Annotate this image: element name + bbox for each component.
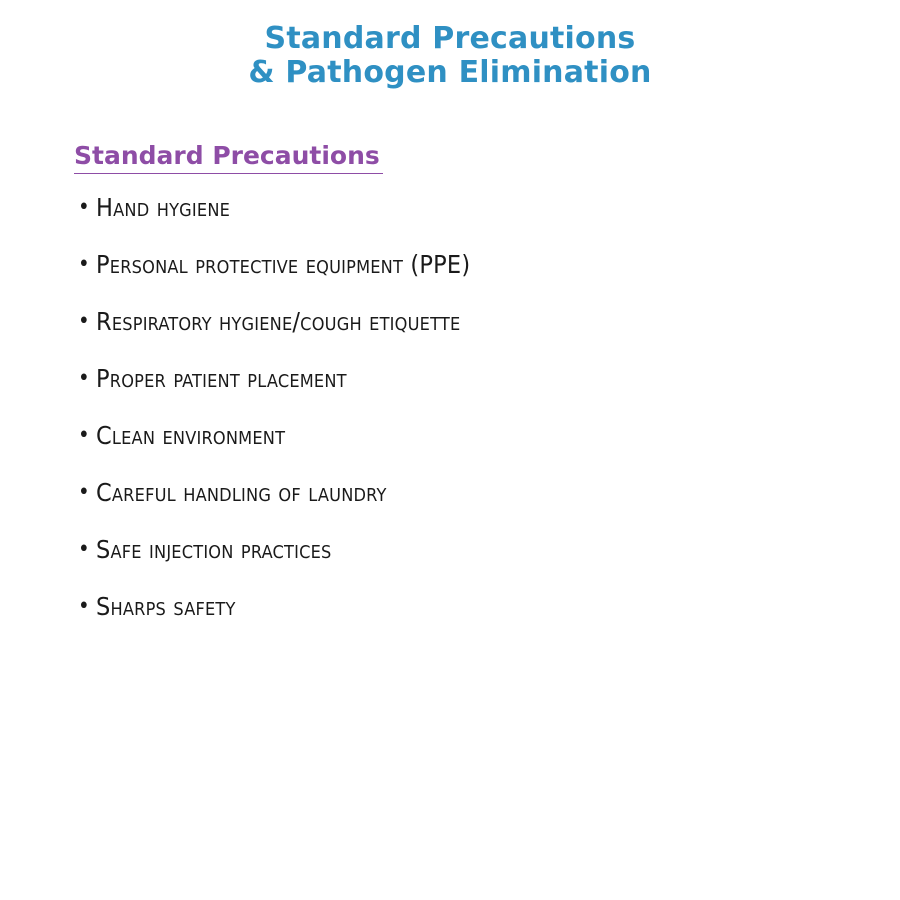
list-item-label: Hand hygiene — [96, 193, 231, 222]
list-item — [78, 190, 470, 247]
list-item — [78, 418, 470, 475]
title-line-2: & Pathogen Elimination — [248, 55, 652, 90]
list-item-label: Careful handling of laundry — [96, 478, 387, 507]
list-item — [78, 361, 470, 418]
list-item-label: Sharps safety — [96, 592, 236, 621]
list-item-label: Safe injection practices — [96, 535, 332, 564]
list-item-label: Proper patient placement — [96, 364, 347, 393]
list-item-label: Respiratory hygiene/cough etiquette — [96, 307, 461, 336]
list-item-label: Clean environment — [96, 421, 286, 450]
list-item — [78, 247, 470, 304]
bullet-icon: • — [78, 195, 90, 220]
page-title — [0, 22, 900, 90]
bullet-icon: • — [78, 252, 90, 277]
bullet-icon: • — [78, 594, 90, 619]
list-item — [78, 589, 470, 646]
list-item — [78, 304, 470, 361]
bullet-icon: • — [78, 423, 90, 448]
bullet-icon: • — [78, 537, 90, 562]
list-item — [78, 532, 470, 589]
title-line-1: Standard Precautions — [264, 21, 636, 56]
list-item — [78, 475, 470, 532]
bullet-list — [78, 190, 470, 646]
bullet-icon: • — [78, 480, 90, 505]
list-item-label: Personal protective equipment (PPE) — [96, 250, 471, 279]
bullet-icon: • — [78, 366, 90, 391]
section-heading: Standard Precautions — [74, 140, 383, 174]
bullet-icon: • — [78, 309, 90, 334]
